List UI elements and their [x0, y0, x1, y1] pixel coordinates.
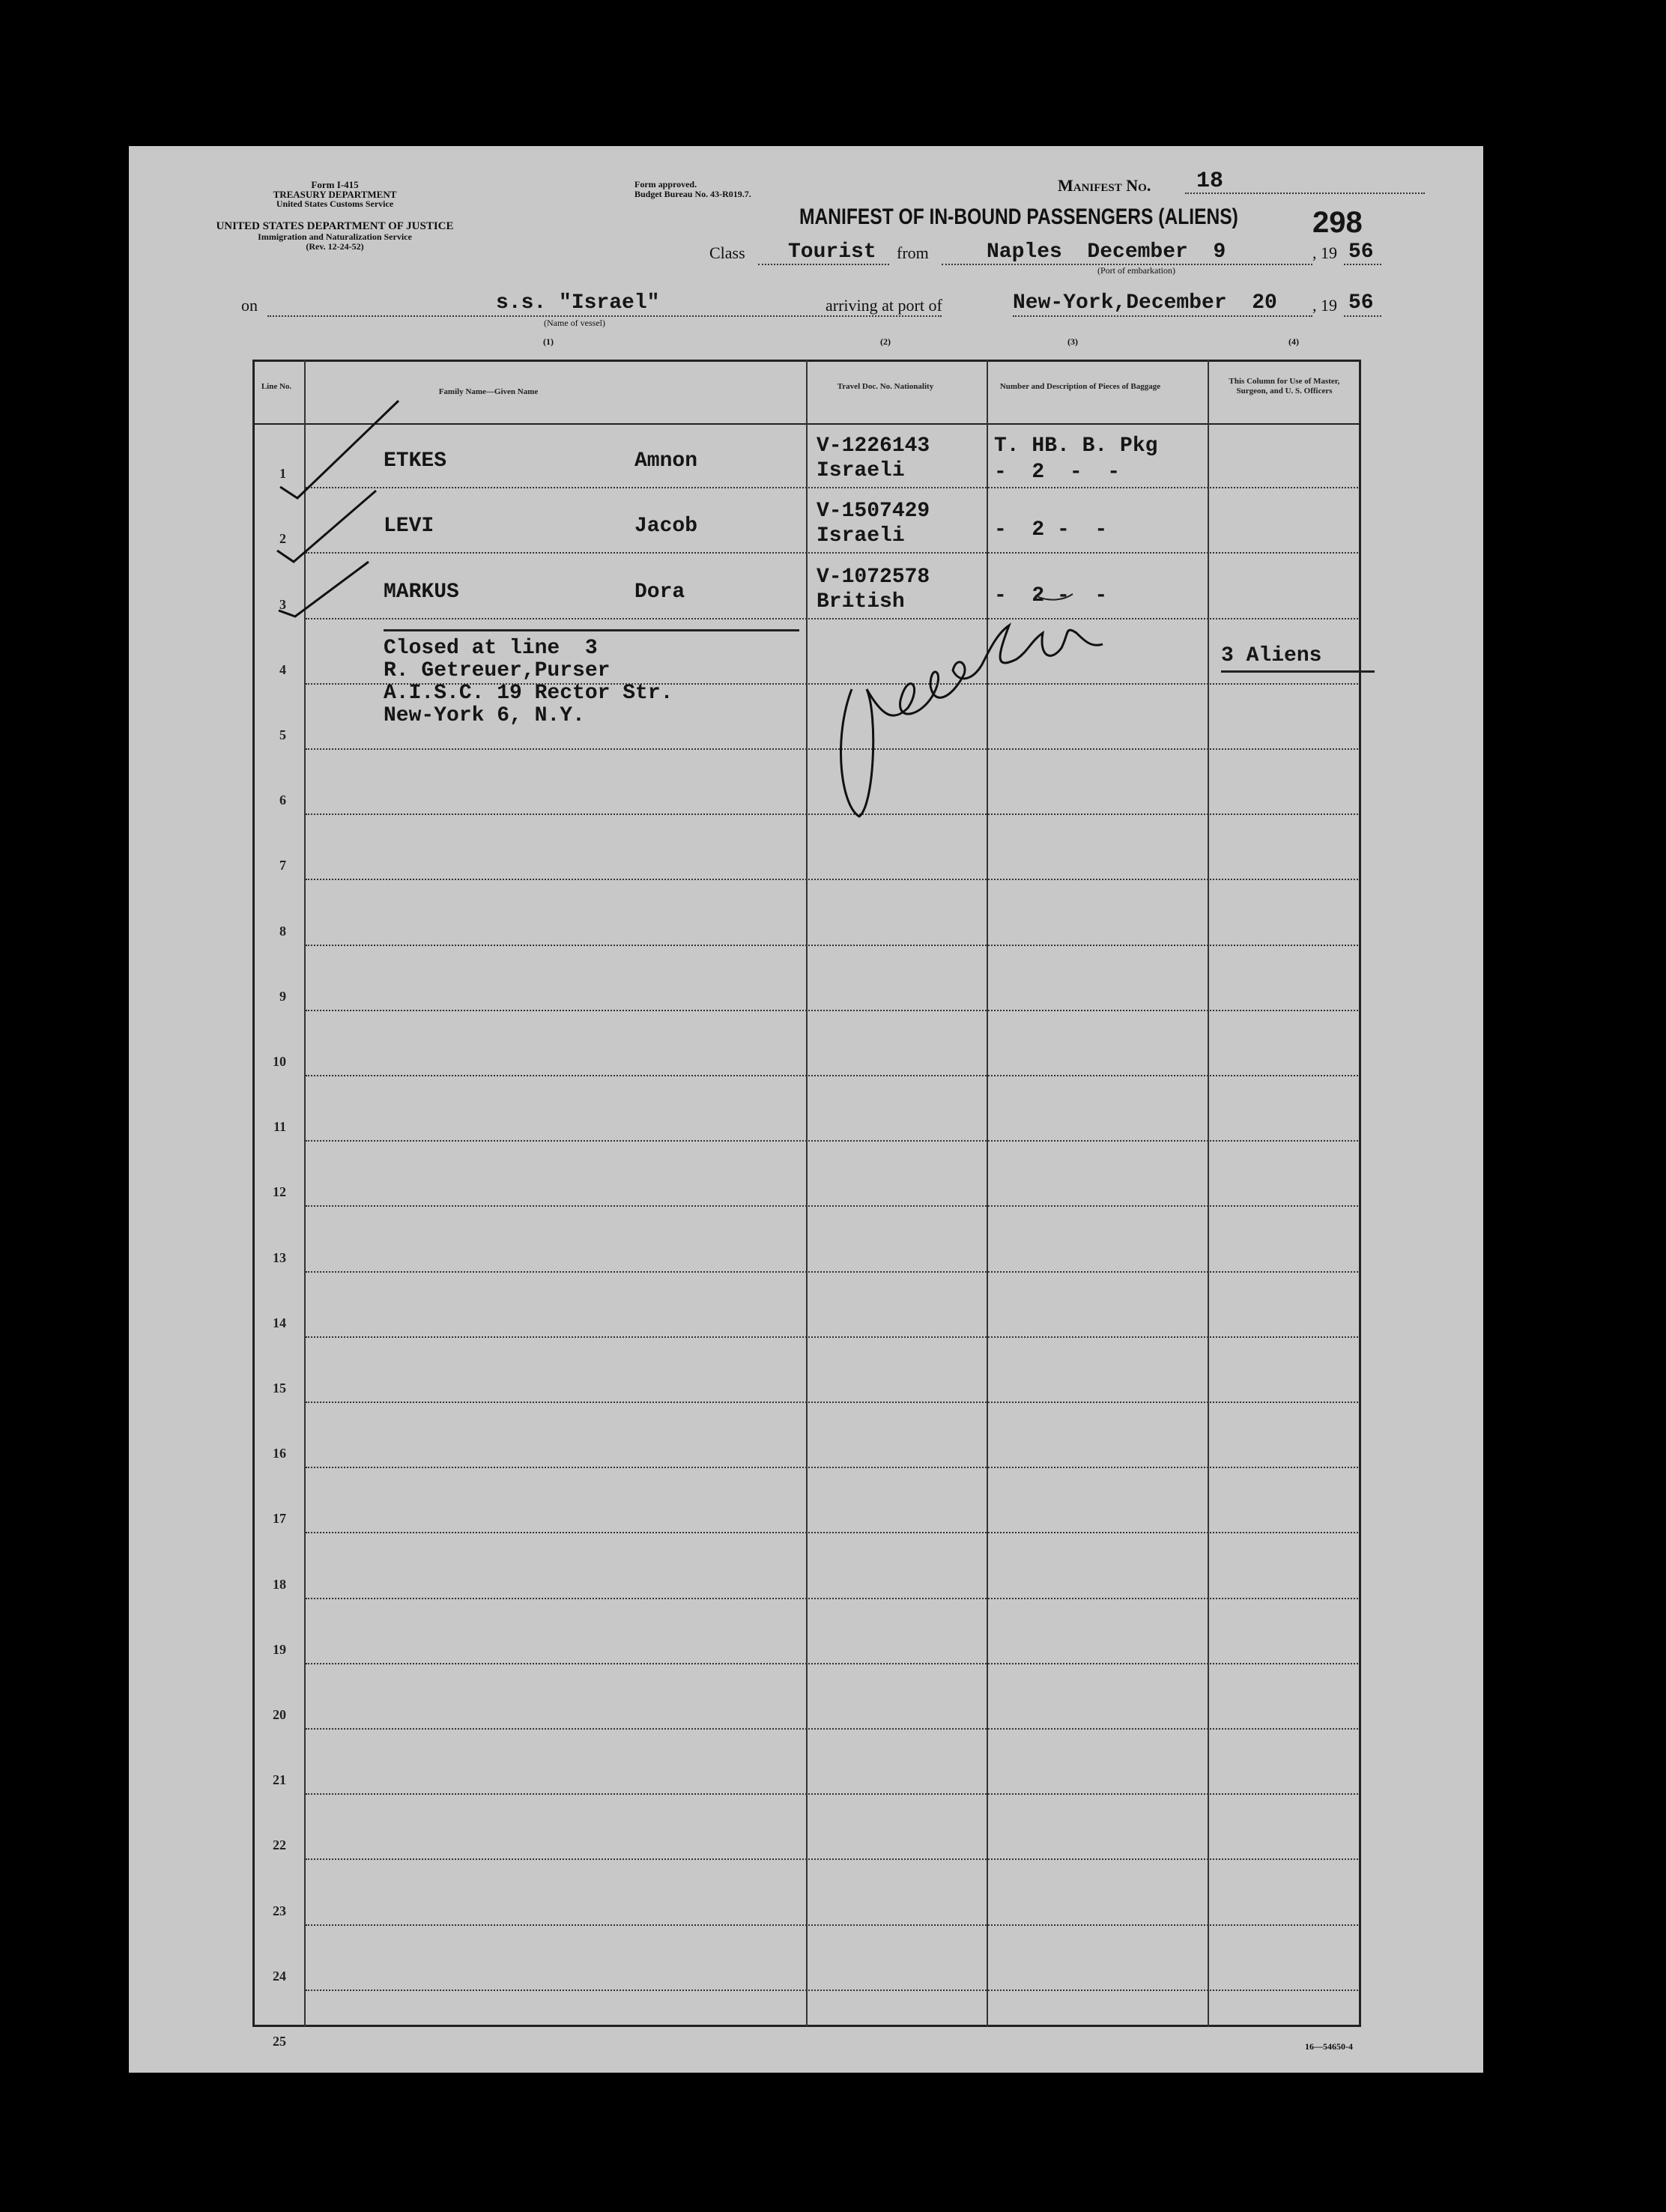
passenger-3-given: Dora — [634, 581, 685, 604]
port-caption: (Port of embarkation) — [1097, 265, 1175, 276]
year-2-line — [1344, 315, 1381, 317]
from-label: from — [897, 243, 929, 262]
row-number: 22 — [273, 1837, 286, 1853]
row-line — [306, 1924, 1358, 1926]
vessel-caption: (Name of vessel) — [544, 318, 605, 328]
row-line — [306, 1075, 1358, 1076]
col-divider-4 — [1208, 360, 1209, 2027]
col-header-baggage: Number and Description of Pieces of Baggage — [999, 382, 1161, 391]
passenger-3-baggage: - 2 - - — [994, 584, 1108, 607]
year-prefix-1: , 19 — [1312, 243, 1337, 262]
dept-justice: UNITED STATES DEPARTMENT OF JUSTICE — [216, 220, 454, 232]
col-divider-3 — [987, 360, 988, 2027]
row-number: 11 — [273, 1119, 286, 1135]
passenger-1-doc: V-1226143 — [817, 434, 930, 458]
row-line — [306, 1271, 1358, 1273]
col-num-3: (3) — [1067, 336, 1078, 347]
manifest-page — [129, 146, 1483, 2073]
officer-note: 3 Aliens — [1221, 644, 1322, 667]
row-number: 19 — [273, 1641, 286, 1657]
row-line — [306, 879, 1358, 880]
on-label: on — [241, 296, 258, 315]
row-line — [306, 748, 1358, 750]
passenger-2-baggage: - 2 - - — [994, 518, 1108, 542]
row-number: 9 — [279, 988, 286, 1004]
year-2: 56 — [1348, 291, 1374, 315]
row-line — [306, 1858, 1358, 1860]
closing-rule — [384, 629, 799, 631]
col-header-officers: This Column for Use of Master, Surgeon, and U. S. Officers — [1229, 377, 1340, 396]
row-line — [306, 487, 1358, 488]
col-divider-2 — [806, 360, 808, 2027]
manifest-label: Manifest No. — [1058, 176, 1151, 195]
col-num-2: (2) — [880, 336, 891, 347]
form-rev: (Rev. 12-24-52) — [306, 241, 364, 252]
manifest-stamp: 298 — [1312, 206, 1363, 239]
form-number: Form I-415 — [311, 179, 359, 190]
passenger-1-nationality: Israeli — [817, 459, 905, 482]
row-line — [306, 1336, 1358, 1338]
class-line — [758, 264, 889, 265]
closing-line-3: A.I.S.C. 19 Rector Str. — [384, 682, 673, 705]
col-header-travel: Travel Doc. No. Nationality — [837, 382, 934, 391]
officer-note-rule — [1221, 670, 1375, 673]
row-number: 14 — [273, 1315, 286, 1330]
dept-customs: United States Customs Service — [276, 199, 394, 209]
form-approved: Form approved. — [634, 179, 697, 190]
year-prefix-2: , 19 — [1312, 296, 1337, 315]
passenger-1-family: ETKES — [384, 449, 447, 473]
budget-bureau: Budget Bureau No. 43-R019.7. — [634, 189, 751, 199]
vessel-line — [267, 315, 942, 317]
row-line — [306, 618, 1358, 619]
row-number: 21 — [273, 1772, 286, 1788]
passenger-1-given: Amnon — [634, 449, 698, 473]
row-number: 8 — [279, 923, 286, 939]
row-number: 7 — [279, 858, 286, 873]
closing-line-1: Closed at line 3 — [384, 637, 598, 660]
col-divider-1 — [304, 360, 306, 2027]
col-num-4: (4) — [1288, 336, 1299, 347]
row-number: 24 — [273, 1968, 286, 1984]
footer-code: 16—54650-4 — [1305, 2041, 1353, 2052]
dept-ins: Immigration and Naturalization Service — [258, 231, 412, 242]
passenger-3-nationality: British — [817, 590, 905, 613]
row-line — [306, 1663, 1358, 1664]
row-line — [306, 1467, 1358, 1468]
passenger-2-family: LEVI — [384, 515, 434, 538]
row-number: 5 — [279, 727, 286, 742]
row-line — [306, 945, 1358, 946]
passenger-2-given: Jacob — [634, 515, 698, 538]
dept-treasury: TREASURY DEPARTMENT — [273, 189, 397, 200]
baggage-header: T. HB. B. Pkg — [994, 434, 1158, 458]
row-number: 1 — [279, 466, 286, 482]
row-number: 2 — [279, 531, 286, 547]
year-1: 56 — [1348, 240, 1374, 264]
row-line — [306, 1140, 1358, 1142]
row-line — [306, 1793, 1358, 1795]
row-number: 6 — [279, 793, 286, 808]
class-value: Tourist — [788, 240, 876, 264]
passenger-1-baggage: - 2 - - — [994, 461, 1121, 484]
row-number: 4 — [279, 661, 286, 677]
arrival-value: New-York,December 20 — [1013, 291, 1277, 315]
col-num-1: (1) — [543, 336, 554, 347]
row-line — [306, 1990, 1358, 1991]
row-number: 17 — [273, 1511, 286, 1527]
manifest-title: MANIFEST OF IN-BOUND PASSENGERS (ALIENS) — [799, 204, 1238, 229]
passenger-3-family: MARKUS — [384, 581, 459, 604]
row-number: 10 — [273, 1054, 286, 1069]
row-number: 3 — [279, 596, 286, 612]
row-number: 25 — [273, 2034, 286, 2049]
manifest-number: 18 — [1196, 169, 1224, 194]
year-1-line — [1344, 264, 1381, 265]
row-number: 15 — [273, 1381, 286, 1396]
arriving-label: arriving at port of — [826, 296, 942, 315]
row-line — [306, 1402, 1358, 1403]
row-line — [306, 552, 1358, 554]
vessel-name: s.s. "Israel" — [496, 291, 660, 315]
arrival-line — [1013, 315, 1312, 317]
row-line — [306, 1728, 1358, 1730]
col-header-name: Family Name—Given Name — [438, 387, 539, 396]
row-number: 20 — [273, 1707, 286, 1722]
row-line — [306, 1010, 1358, 1011]
class-label: Class — [709, 243, 745, 262]
row-line — [306, 1532, 1358, 1533]
row-line — [306, 1598, 1358, 1599]
row-line — [306, 1205, 1358, 1207]
row-number: 13 — [273, 1249, 286, 1265]
passenger-3-doc: V-1072578 — [817, 566, 930, 589]
passenger-2-doc: V-1507429 — [817, 500, 930, 523]
col-header-line-no: Line No. — [261, 382, 292, 391]
row-number: 12 — [273, 1184, 286, 1200]
closing-line-4: New-York 6, N.Y. — [384, 704, 585, 727]
passenger-2-nationality: Israeli — [817, 524, 905, 548]
from-value: Naples December 9 — [987, 240, 1226, 264]
row-number: 18 — [273, 1576, 286, 1592]
row-number: 23 — [273, 1903, 286, 1918]
closing-line-2: R. Getreuer,Purser — [384, 659, 611, 682]
row-number: 16 — [273, 1446, 286, 1461]
row-line — [306, 813, 1358, 815]
